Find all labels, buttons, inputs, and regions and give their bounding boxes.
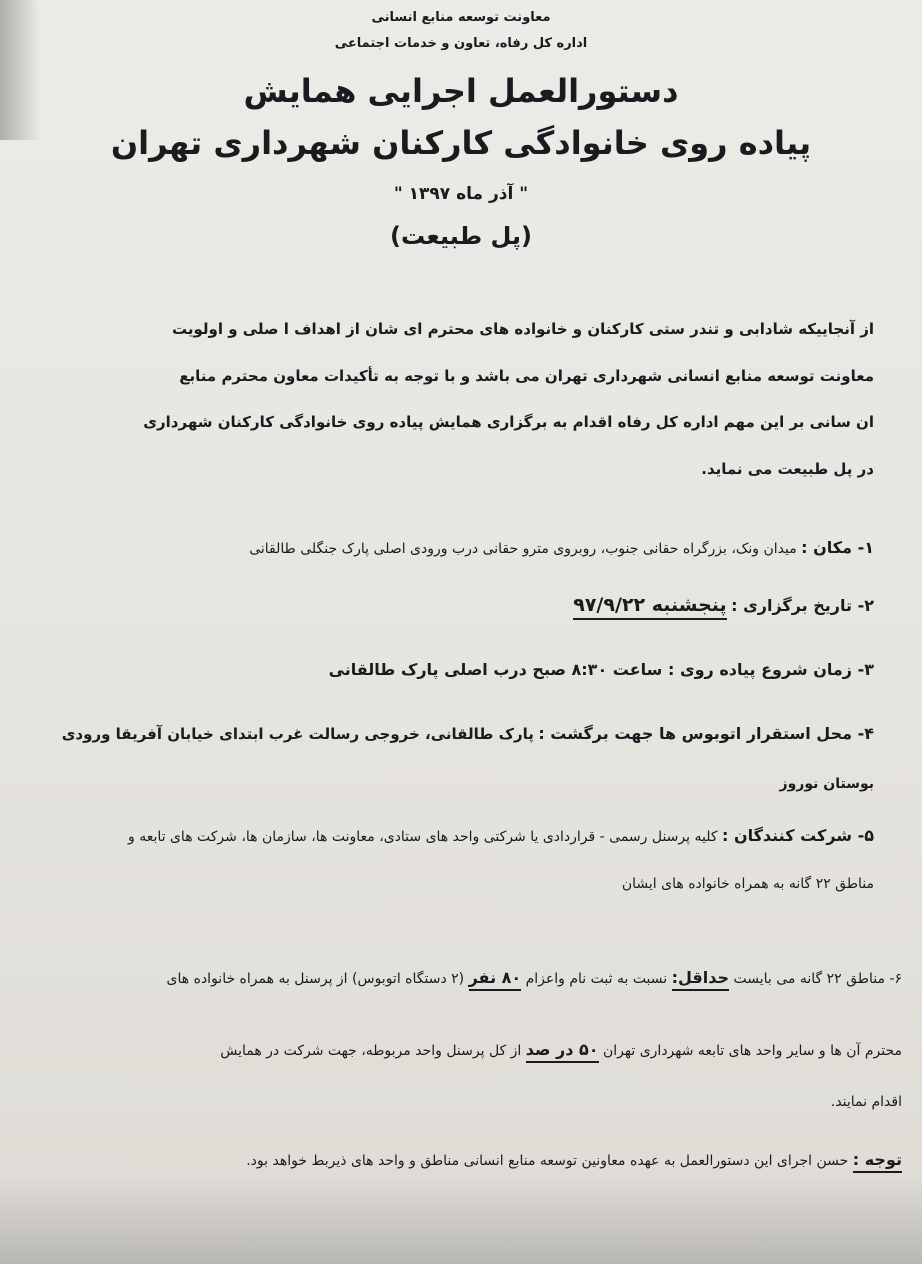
note-label: توجه : xyxy=(853,1150,902,1173)
item-3-text: ۳- زمان شروع پیاده روی : ساعت ۸:۳۰ صبح درب اصلی پارک طالقانی xyxy=(328,660,874,679)
item-5-text: کلیه پرسنل رسمی - قراردادی یا شرکتی واحد های ستادی، معاونت ها، سازمان ها، شرکت های تابعه و xyxy=(127,829,718,845)
item-2-date: پنجشنبه ۹۷/۹/۲۲ xyxy=(573,594,726,620)
intro-line-1: از آنجاییکه شادابی و تندر ستی کارکنان و خانواده های محترم ای شان از اهداف ا صلی و اولویت xyxy=(171,320,874,338)
note xyxy=(246,1150,902,1169)
title-place: (پل طبیعت) xyxy=(390,222,532,250)
item-4-label: ۴- محل استقرار اتوبوس ها جهت برگشت : xyxy=(538,724,874,743)
title-line-1: دستورالعمل اجرایی همایش xyxy=(243,72,679,110)
item-1-text: میدان ونک، بزرگراه حقانی جنوب، روبروی مترو حقانی درب ورودی اصلی پارک جنگلی طالقانی xyxy=(249,541,797,557)
item-1 xyxy=(249,538,874,557)
title-date: " آذر ماه ۱۳۹۷ " xyxy=(393,184,529,204)
item-4 xyxy=(62,724,874,743)
item-5 xyxy=(128,826,874,845)
item-6-line-2-b: از کل پرسنل واحد مربوطه، جهت شرکت در همایش xyxy=(220,1043,522,1059)
item-6-percent: ۵۰ در صد xyxy=(526,1040,599,1063)
item-6 xyxy=(167,968,902,987)
item-6-line-2 xyxy=(220,1040,902,1059)
title-line-2: پیاده روی خانوادگی کارکنان شهرداری تهران xyxy=(110,124,812,162)
item-1-label: ۱- مکان : xyxy=(801,538,874,557)
header-line-2: اداره کل رفاه، تعاون و خدمات اجتماعی xyxy=(334,36,588,51)
item-6-part-a: ۶- مناطق ۲۲ گانه می بایست xyxy=(733,971,902,987)
item-2-label: ۲- تاریخ برگزاری : xyxy=(731,596,874,615)
item-4-line-2 xyxy=(780,776,874,792)
page-shadow-bottom xyxy=(0,1174,922,1264)
intro-line-3: ان سانی بر این مهم اداره کل رفاه اقدام به برگزاری همایش پیاده روی خانوادگی کارکنان شهرداری xyxy=(143,413,874,431)
item-6-line-3-text: اقدام نمایند. xyxy=(830,1094,902,1110)
item-6-line-3 xyxy=(831,1094,902,1110)
item-6-part-b: نسبت به ثبت نام واعزام xyxy=(525,971,668,987)
intro-line-4: در پل طبیعت می نماید. xyxy=(701,460,874,478)
item-5-line-2 xyxy=(622,876,874,892)
item-4-line-2-text: بوستان نوروز xyxy=(779,776,874,792)
item-6-line-2-a: محترم آن ها و سایر واحد های تابعه شهرداری تهران xyxy=(603,1043,902,1059)
item-5-line-2-text: مناطق ۲۲ گانه به همراه خانواده های ایشان xyxy=(621,876,874,892)
item-6-min: حداقل: xyxy=(672,968,729,991)
intro-line-2: معاونت توسعه منابع انسانی شهرداری تهران می باشد و با توجه به تأکیدات معاون محترم منابع xyxy=(179,367,874,385)
note-text: حسن اجرای این دستورالعمل به عهده معاونین توسعه منابع انسانی مناطق و واحد های ذیربط خواهد بود. xyxy=(246,1153,849,1169)
item-2 xyxy=(573,594,874,616)
header-line-1: معاونت توسعه منابع انسانی xyxy=(371,10,551,25)
item-6-count: ۸۰ نفر xyxy=(469,968,522,991)
item-3 xyxy=(329,660,874,679)
item-5-label: ۵- شرکت کنندگان : xyxy=(721,826,874,845)
item-4-text: پارک طالقانی، خروجی رسالت غرب ابتدای خیابان آفریقا ورودی xyxy=(61,725,534,743)
item-6-part-c: (۲ دستگاه اتوبوس) از پرسنل به همراه خانواده های xyxy=(166,971,465,987)
